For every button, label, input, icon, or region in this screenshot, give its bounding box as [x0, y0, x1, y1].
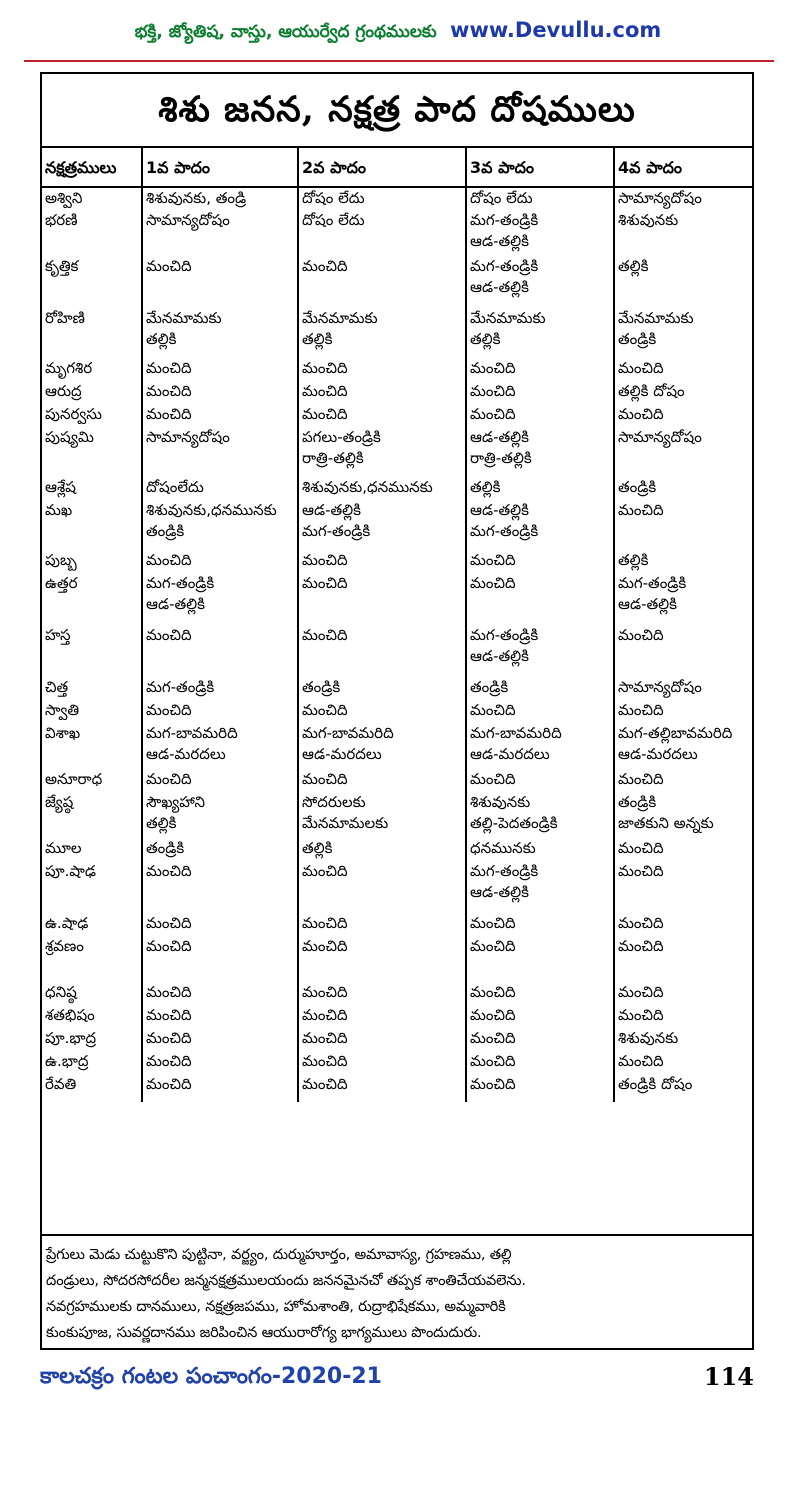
pada-1-cell: మంచిది [142, 381, 298, 404]
table-row [42, 913, 752, 936]
page-title: శిశు జనన, నక్షత్ర పాద దోషములు [158, 89, 636, 130]
pada-2-cell: మంచిది [298, 913, 466, 936]
pada-4-cell: మంచిది [618, 937, 664, 955]
pada-2-cell: మంచిది [298, 982, 466, 1005]
pada-2-cell: మగ-బావమరిది ఆడ-మరదలు [298, 723, 466, 769]
pada-2-cell: దోషం లేదు [298, 210, 466, 256]
document-frame [40, 72, 754, 1350]
header-tagline: భక్తి, జ్యోతిష, వాస్తు, ఆయుర్వేద గ్రంథములకు [134, 22, 437, 42]
pada-3-cell: మగ-తండ్రికి ఆడ-తల్లికి [466, 256, 614, 308]
pada-2-cell: మంచిది [298, 404, 466, 427]
pada-3-cell: మంచిది [466, 1074, 614, 1102]
pada-2-cell: మంచిది [298, 936, 466, 982]
table-row [42, 861, 752, 913]
pada-2-cell: మంచిది [298, 1028, 466, 1051]
pada-4-cell: మేనమామకు తండ్రికి [618, 309, 694, 348]
table-row [42, 381, 752, 404]
table-row [42, 427, 752, 477]
pada-2-cell: మంచిది [298, 769, 466, 792]
table-row [42, 677, 752, 700]
column-header: 4వ పాదం [614, 148, 752, 187]
pada-1-cell: సామాన్యదోషం [142, 427, 298, 477]
pada-1-cell: మగ-బావమరిది ఆడ-మరదలు [142, 723, 298, 769]
nakshatra-name-cell: జ్యేష్ఠ [42, 792, 142, 838]
pada-2-cell: తల్లికి [298, 838, 466, 861]
pada-4-cell: తండ్రికి దోషం [618, 1075, 693, 1093]
pada-2-cell: ఆడ-తల్లికి మగ-తండ్రికి [298, 500, 466, 550]
pada-3-cell: మంచిది [466, 404, 614, 427]
table-row [42, 769, 752, 792]
nakshatra-name-cell: చిత్త [42, 677, 142, 700]
pada-3-cell: మంచిది [466, 982, 614, 1005]
pada-1-cell: శిశువునకు,ధనమునకు తండ్రికి [142, 500, 298, 550]
pada-3-cell: మంచిది [466, 573, 614, 625]
pada-4-cell: మంచిది [618, 770, 664, 788]
pada-3-cell: మేనమామకు తల్లికి [466, 308, 614, 358]
pada-4-cell: తల్లికి [618, 257, 649, 275]
pada-2-cell: మంచిది [298, 1074, 466, 1102]
pada-4-cell: శిశువునకు [618, 211, 679, 229]
table-row [42, 838, 752, 861]
pada-1-cell: దోషంలేదు [142, 477, 298, 500]
pada-4-cell: మంచిది [618, 983, 664, 1001]
pada-1-cell: మంచిది [142, 861, 298, 913]
table-row [42, 723, 752, 769]
nakshatra-name-cell: ఉ.భాద్ర [42, 1051, 142, 1074]
nakshatra-name-cell: పుష్యమి [42, 427, 142, 477]
nakshatra-name-cell: శతభిషం [42, 1005, 142, 1028]
pada-1-cell: తండ్రికి [142, 838, 298, 861]
table-body [42, 187, 752, 1102]
pada-2-cell: మంచిది [298, 256, 466, 308]
pada-4-cell: తండ్రికి [618, 478, 657, 496]
nakshatra-name-cell: ఆశ్లేష [42, 477, 142, 500]
nakshatra-name-cell: మూల [42, 838, 142, 861]
pada-3-cell: తల్లికి [466, 477, 614, 500]
nakshatra-name-cell: భరణి [42, 210, 142, 256]
pada-4-cell: శిశువునకు [618, 1029, 679, 1047]
pada-4-cell: మంచిది [618, 405, 664, 423]
pada-1-cell: మంచిది [142, 913, 298, 936]
pada-3-cell: మంచిది [466, 769, 614, 792]
nakshatra-name-cell: హస్త [42, 625, 142, 677]
pada-1-cell: మంచిది [142, 700, 298, 723]
note-line: నవగ్రహములకు దానములు, నక్షత్రజపము, హోమశాంతి, రుద్రాభిషేకము, అమ్మవారికి [46, 1298, 506, 1315]
nakshatra-name-cell: అనూరాధ [42, 769, 142, 792]
pada-4-cell: సామాన్యదోషం [618, 428, 702, 446]
table-row [42, 700, 752, 723]
pada-2-cell: మంచిది [298, 700, 466, 723]
column-header: 3వ పాదం [466, 148, 614, 187]
pada-4-cell: మగ-తండ్రికి ఆడ-తల్లికి [618, 574, 687, 613]
pada-1-cell: మేనమామకు తల్లికి [142, 308, 298, 358]
pada-3-cell: మంచిది [466, 700, 614, 723]
pada-2-cell: మంచిది [298, 861, 466, 913]
nakshatra-name-cell: శ్రవణం [42, 936, 142, 982]
table-row [42, 256, 752, 308]
pada-4-cell: తండ్రికి జాతకుని అన్నకు [618, 793, 714, 832]
pada-4-cell: సామాన్యదోషం [618, 189, 702, 207]
page-number: 114 [703, 1362, 754, 1391]
pada-1-cell: మంచిది [142, 936, 298, 982]
pada-3-cell: శిశువునకు తల్లి-పెదతండ్రికి [466, 792, 614, 838]
nakshatra-name-cell: ధనిష్ఠ [42, 982, 142, 1005]
pada-2-cell: సోదరులకు మేనమామలకు [298, 792, 466, 838]
pada-1-cell: మంచిది [142, 256, 298, 308]
nakshatra-name-cell: పూ.భాద్ర [42, 1028, 142, 1051]
table-row [42, 1028, 752, 1051]
table-row [42, 358, 752, 381]
pada-2-cell: మేనమామకు తల్లికి [298, 308, 466, 358]
table-row [42, 936, 752, 982]
pada-3-cell: తండ్రికి [466, 677, 614, 700]
pada-4-cell: సామాన్యదోషం [618, 678, 702, 696]
nakshatra-name-cell: స్వాతి [42, 700, 142, 723]
pada-1-cell: మగ-తండ్రికి [142, 677, 298, 700]
pada-4-cell: మంచిది [618, 914, 664, 932]
table-row [42, 1005, 752, 1028]
table-row [42, 1074, 752, 1102]
website-link[interactable]: www.Devullu.com [450, 18, 662, 42]
pada-2-cell: శిశువునకు,ధనమునకు [298, 477, 466, 500]
nakshatra-name-cell: ఉ.షాఢ [42, 913, 142, 936]
pada-4-cell: మంచిది [618, 359, 664, 377]
nakshatra-name-cell: రోహిణి [42, 308, 142, 358]
table-row [42, 625, 752, 677]
pada-3-cell: మంచిది [466, 550, 614, 573]
pada-3-cell: ఆడ-తల్లికి రాత్రి-తల్లికి [466, 427, 614, 477]
pada-4-cell: మంచిది [618, 626, 664, 644]
table-header-row [42, 148, 752, 187]
pada-1-cell: మంచిది [142, 1074, 298, 1102]
pada-4-cell: మంచిది [618, 501, 664, 519]
pada-4-cell: మంచిది [618, 701, 664, 719]
table-row [42, 187, 752, 210]
pada-2-cell: పగలు-తండ్రికి రాత్రి-తల్లికి [298, 427, 466, 477]
nakshatra-name-cell: పుబ్బ [42, 550, 142, 573]
nakshatra-name-cell: రేవతి [42, 1074, 142, 1102]
pada-1-cell: మంచిది [142, 358, 298, 381]
pada-1-cell: మగ-తండ్రికి ఆడ-తల్లికి [142, 573, 298, 625]
column-header: 2వ పాదం [298, 148, 466, 187]
table-row [42, 500, 752, 550]
table-row [42, 404, 752, 427]
pada-3-cell: మంచిది [466, 381, 614, 404]
pada-4-cell: తల్లికి దోషం [618, 382, 685, 400]
header-divider [24, 60, 774, 62]
note-line: దండ్రులు, సోదరసోదరీల జన్మనక్షత్రములయందు జననమైనచో తప్పక శాంతిచేయవలెను. [46, 1272, 526, 1289]
footer-book-title: కాలచక్రం గంటల పంచాంగం-2020-21 [40, 1364, 382, 1389]
pada-1-cell: మంచిది [142, 550, 298, 573]
pada-1-cell: మంచిది [142, 1028, 298, 1051]
nakshatra-name-cell: ఉత్తర [42, 573, 142, 625]
pada-2-cell: మంచిది [298, 358, 466, 381]
pada-1-cell: సామాన్యదోషం [142, 210, 298, 256]
pada-1-cell: మంచిది [142, 982, 298, 1005]
table-row [42, 792, 752, 838]
pada-4-cell: మగ-తల్లిబావమరిది ఆడ-మరదలు [618, 724, 733, 763]
pada-2-cell: మంచిది [298, 573, 466, 625]
table-row [42, 477, 752, 500]
pada-2-cell: మంచిది [298, 625, 466, 677]
pada-3-cell: మగ-తండ్రికి ఆడ-తల్లికి [466, 861, 614, 913]
pada-3-cell: మగ-తండ్రికి ఆడ-తల్లికి [466, 625, 614, 677]
pada-1-cell: మంచిది [142, 1005, 298, 1028]
table-row [42, 1051, 752, 1074]
table-row [42, 982, 752, 1005]
pada-1-cell: మంచిది [142, 625, 298, 677]
pada-3-cell: మంచిది [466, 1051, 614, 1074]
table-row [42, 573, 752, 625]
pada-3-cell: ఆడ-తల్లికి మగ-తండ్రికి [466, 500, 614, 550]
pada-4-cell: మంచిది [618, 839, 664, 857]
pada-1-cell: సౌఖ్యహాని తల్లికి [142, 792, 298, 838]
note-line: కుంకుపూజ, సువర్ణదానము జరిపించిన ఆయురారోగ్య భాగ్యములు పొందుదురు. [46, 1324, 482, 1341]
page-header [0, 18, 796, 44]
column-header: 1వ పాదం [142, 148, 298, 187]
nakshatra-pada-table [42, 148, 752, 1102]
pada-2-cell: మంచిది [298, 550, 466, 573]
note-line: ప్రేగులు మెడు చుట్టుకొని పుట్టినా, వర్జ్యం, దుర్ముహూర్తం, అమావాస్య, గ్రహణము, తల్లి [46, 1246, 512, 1263]
pada-3-cell: ధనమునకు [466, 838, 614, 861]
pada-1-cell: మంచిది [142, 404, 298, 427]
pada-3-cell: మంచిది [466, 913, 614, 936]
remedy-note [42, 1234, 752, 1346]
table-row [42, 210, 752, 256]
pada-1-cell: మంచిది [142, 769, 298, 792]
pada-1-cell: మంచిది [142, 1051, 298, 1074]
table-row [42, 550, 752, 573]
pada-3-cell: మంచిది [466, 1005, 614, 1028]
pada-4-cell: మంచిది [618, 1052, 664, 1070]
nakshatra-name-cell: విశాఖ [42, 723, 142, 769]
nakshatra-name-cell: అశ్విని [42, 187, 142, 210]
nakshatra-name-cell: మృగశిర [42, 358, 142, 381]
pada-2-cell: దోషం లేదు [298, 187, 466, 210]
pada-4-cell: మంచిది [618, 1006, 664, 1024]
nakshatra-name-cell: పూ.షాఢ [42, 861, 142, 913]
pada-2-cell: మంచిది [298, 1005, 466, 1028]
pada-3-cell: మంచిది [466, 936, 614, 982]
pada-1-cell: శిశువునకు, తండ్రి [142, 187, 298, 210]
pada-4-cell: మంచిది [618, 862, 664, 880]
pada-3-cell: మగ-తండ్రికి ఆడ-తల్లికి [466, 210, 614, 256]
nakshatra-name-cell: ఆరుద్ర [42, 381, 142, 404]
nakshatra-name-cell: కృత్తిక [42, 256, 142, 308]
column-header: నక్షత్రములు [42, 148, 142, 187]
pada-2-cell: తండ్రికి [298, 677, 466, 700]
pada-3-cell: మంచిది [466, 1028, 614, 1051]
pada-3-cell: మగ-బావమరిది ఆడ-మరదలు [466, 723, 614, 769]
pada-2-cell: మంచిది [298, 381, 466, 404]
pada-3-cell: మంచిది [466, 358, 614, 381]
nakshatra-name-cell: మఖ [42, 500, 142, 550]
pada-4-cell: తల్లికి [618, 551, 649, 569]
table-row [42, 308, 752, 358]
pada-3-cell: దోషం లేదు [466, 187, 614, 210]
nakshatra-name-cell: పునర్వసు [42, 404, 142, 427]
pada-2-cell: మంచిది [298, 1051, 466, 1074]
